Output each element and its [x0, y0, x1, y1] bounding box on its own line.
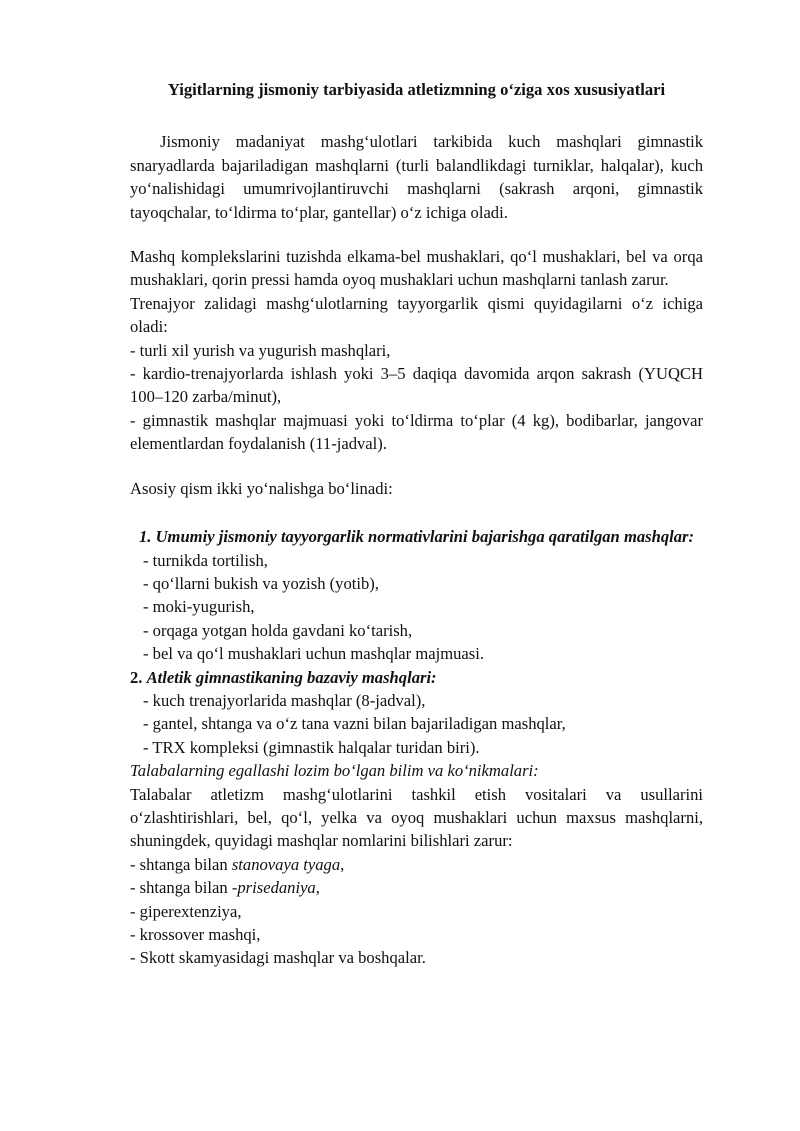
exercise-name: stanovaya tyaga — [231, 854, 341, 874]
section-heading-2-text: Atletik gimnastikaning bazaviy mashqlari: — [146, 667, 437, 687]
exercise-name: prisedaniya — [237, 878, 316, 898]
list-item: - orqaga yotgan holda gavdani ko‘tarish, — [143, 620, 413, 640]
list-item-prefix: - shtanga bilan — [130, 854, 232, 874]
document-title: Yigitlarning jismoniy tarbiyasida atletizmning o‘ziga xos xususiyatlari — [167, 80, 666, 99]
list-item: - krossover mashqi, — [130, 925, 261, 944]
list-item: - turli xil yurish va yugurish mashqlari, — [130, 340, 391, 360]
list-item-suffix: , — [340, 854, 345, 874]
list-item: - turnikda tortilish, — [143, 550, 268, 570]
list-item-prefix: - shtanga bilan - — [130, 878, 238, 898]
list-item: - kardio-trenajyorlarda ishlash yoki 3–5 daqiqa davomida arqon sakrash (YUQCH 100–120 zarba/minut), — [130, 364, 703, 407]
list-item-suffix: , — [315, 878, 320, 898]
paragraph-preparatory: Trenajyor zalidagi mashg‘ulotlarning tayyorgarlik qismi quyidagilarni o‘z ichiga oladi: — [130, 293, 703, 337]
section-heading-2-number: 2. — [130, 667, 143, 687]
list-item: - kuch trenajyorlarida mashqlar (8-jadval), — [143, 690, 426, 710]
list-item: - Skott skamyasidagi mashqlar va boshqalar. — [130, 948, 426, 968]
list-item: - moki-yugurish, — [143, 597, 255, 617]
list-item: - qo‘llarni bukish va yozish (yotib), — [143, 573, 379, 593]
paragraph-intro: Jismoniy madaniyat mashg‘ulotlari tarkibida kuch mashqlari gimnastik snaryadlarda bajariladigan mashqlarni (turli balandlikdagi turniklar, halqalar), kuch yo‘nalishidagi umumrivojlantiruvchi mashqlarni (sakrash arqoni, gimnastik tayoqchalar, to‘ldirma to‘plar, gantellar) o‘z ichiga oladi. — [130, 132, 703, 222]
section-heading-2 — [130, 666, 703, 689]
list-item: - bel va qo‘l mushaklari uchun mashqlar majmuasi. — [143, 644, 485, 664]
list-item: - TRX kompleksi (gimnastik halqalar turidan biri). — [143, 737, 480, 757]
list-item: - gimnastik mashqlar majmuasi yoki to‘ldirma to‘plar (4 kg), bodibarlar, jangovar elementlardan foydalanish (11-jadval). — [130, 410, 703, 454]
document-page — [130, 78, 703, 970]
paragraph-complexes: Mashq komplekslarini tuzishda elkama-bel mushaklari, qo‘l mushaklari, bel va orqa mushaklari, qorin pressi hamda oyoq mushaklari uchun mashqlarni tanlash zarur. — [130, 247, 703, 290]
list-item: - giperextenziya, — [130, 901, 242, 921]
list-item — [130, 876, 703, 899]
paragraph-skills: Talabalar atletizm mashg‘ulotlarini tashkil etish vositalari va usullarini o‘zlashtirishlari, bel, qo‘l, yelka va oyoq mushaklari uchun maxsus mashqlarni, shuningdek, quyidagi mashqlar nomlarini bilishlari zarur: — [130, 784, 703, 851]
section-heading-1: 1. Umumiy jismoniy tayyorgarlik normativlarini bajarishga qaratilgan mashqlar: — [138, 527, 695, 547]
paragraph-main-part: Asosiy qism ikki yo‘nalishga bo‘linadi: — [130, 478, 393, 498]
list-item: - gantel, shtanga va o‘z tana vazni bilan bajariladigan mashqlar, — [143, 714, 566, 734]
list-item — [130, 853, 703, 876]
skills-heading: Talabalarning egallashi lozim bo‘lgan bilim va ko‘nikmalari: — [130, 761, 539, 781]
